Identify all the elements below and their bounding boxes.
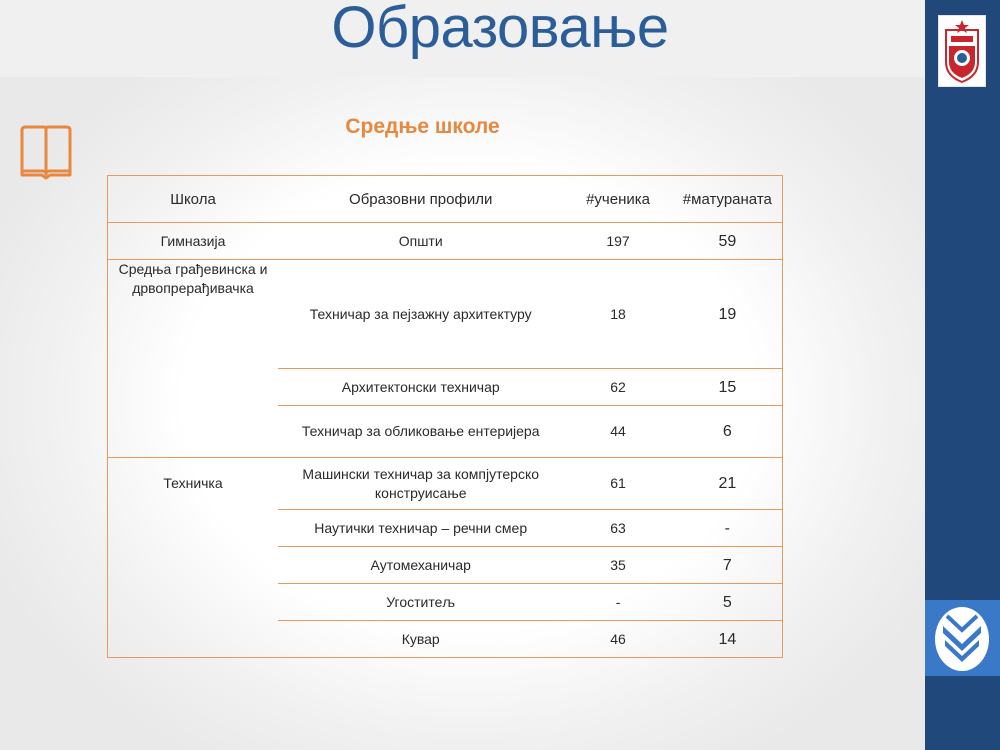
header-school: Школа <box>108 176 279 223</box>
graduates-count: 14 <box>673 621 783 658</box>
profile-name: Архитектонски техничар <box>278 369 563 406</box>
students-count: 46 <box>563 621 672 658</box>
table-row <box>108 223 783 260</box>
graduates-count: - <box>673 510 783 547</box>
students-count: 35 <box>563 547 672 584</box>
school-name: Средња грађевинска и дрвопрерађивачка <box>118 261 268 296</box>
profile-name: Кувар <box>278 621 563 658</box>
students-count: 197 <box>563 223 672 260</box>
header-graduates: #матураната <box>673 176 783 223</box>
chevron-logo-icon <box>925 600 1000 676</box>
municipal-crest-icon <box>938 15 986 87</box>
students-count: 63 <box>563 510 672 547</box>
profile-name: Техничар за пејзажну архитектуру <box>278 260 563 369</box>
graduates-count: 7 <box>673 547 783 584</box>
profile-name: Угоститељ <box>278 584 563 621</box>
graduates-count: 19 <box>673 260 783 369</box>
graduates-count: 5 <box>673 584 783 621</box>
students-count: 18 <box>563 260 672 369</box>
page-title: Образовање <box>331 0 669 60</box>
school-cell <box>108 458 279 658</box>
graduates-count: 21 <box>673 458 783 510</box>
students-count: 61 <box>563 458 672 510</box>
school-name: Гимназија <box>108 223 279 260</box>
graduates-count: 6 <box>673 406 783 458</box>
section-subtitle: Средње школе <box>345 115 500 138</box>
table-row <box>108 458 783 510</box>
school-name: Техничка <box>163 475 223 491</box>
schools-table <box>107 175 783 658</box>
profile-name: Машински техничар за компјутерско конструисање <box>278 458 563 510</box>
profile-name: Техничар за обликовање ентеријера <box>278 406 563 458</box>
students-count: 62 <box>563 369 672 406</box>
school-cell <box>108 260 279 458</box>
students-count: - <box>563 584 672 621</box>
profile-name: Наутички техничар – речни смер <box>278 510 563 547</box>
profile-name: Општи <box>278 223 563 260</box>
profile-name: Аутомеханичар <box>278 547 563 584</box>
table-header-row <box>108 176 783 223</box>
students-count: 44 <box>563 406 672 458</box>
graduates-count: 15 <box>673 369 783 406</box>
header-students: #ученика <box>563 176 672 223</box>
table-row <box>108 260 783 369</box>
header-profiles: Образовни профили <box>278 176 563 223</box>
graduates-count: 59 <box>673 223 783 260</box>
